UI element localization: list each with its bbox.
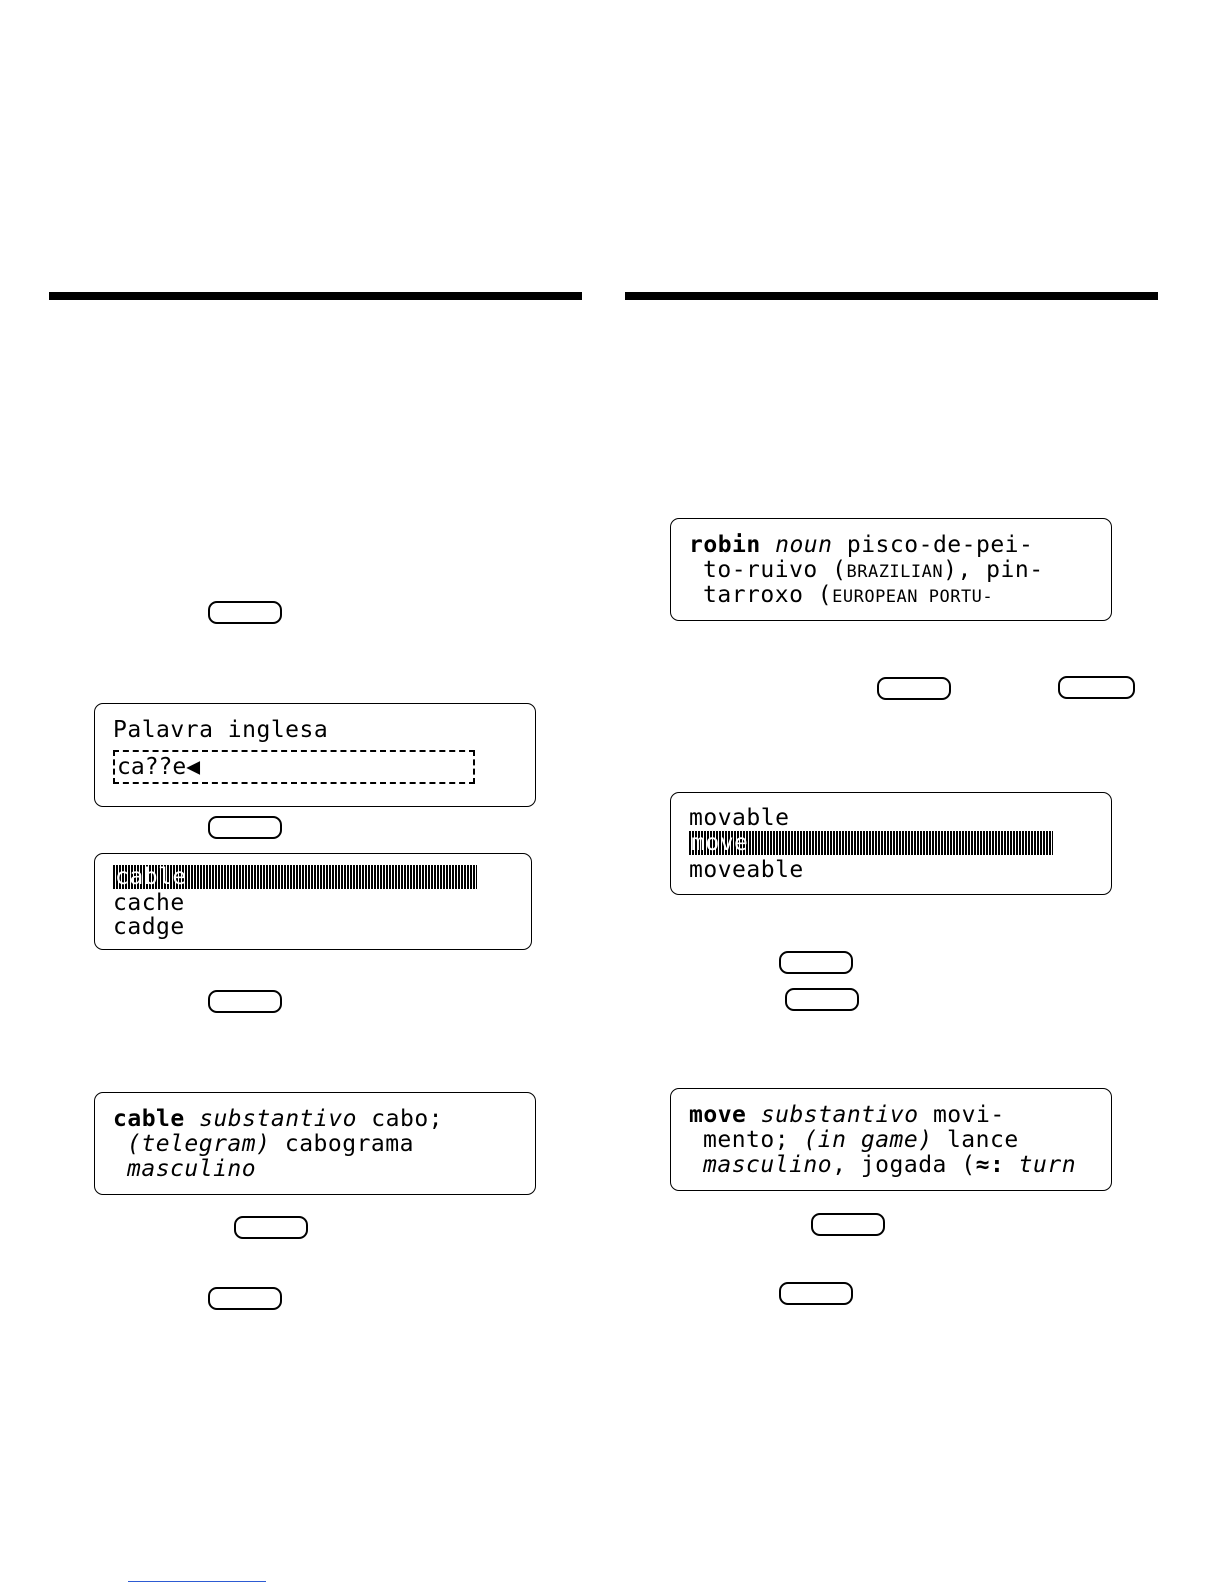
key-button-10[interactable]	[811, 1213, 885, 1236]
move-line-2	[703, 1127, 1019, 1153]
gloss: pisco-de-pei-	[846, 532, 1034, 558]
robin-line-3	[703, 582, 993, 610]
list-item-selected[interactable]: cable	[113, 865, 477, 891]
key-button-7[interactable]	[1058, 676, 1135, 699]
key-button-2[interactable]	[208, 816, 282, 839]
key-button-8[interactable]	[779, 951, 853, 974]
region-tag: EUROPEAN PORTU-	[832, 587, 994, 607]
gloss: , jogada (	[832, 1152, 976, 1178]
headword: robin	[689, 532, 761, 558]
context-label: (in game)	[803, 1127, 933, 1153]
move-line-1	[689, 1102, 1005, 1128]
key-button-6[interactable]	[877, 677, 951, 700]
robin-line-1	[689, 532, 1033, 558]
robin-line-2	[703, 557, 1044, 585]
region-tag: BRAZILIAN	[846, 562, 944, 582]
see-also-word: turn	[1018, 1152, 1077, 1178]
gloss: cabo;	[371, 1106, 444, 1132]
headword: move	[689, 1102, 747, 1128]
lcd-screen-list	[94, 853, 532, 950]
part-of-speech: substantivo	[199, 1106, 357, 1132]
lcd-screen-entry	[94, 703, 536, 807]
gloss: ), pin-	[943, 557, 1044, 583]
headword: cable	[113, 1106, 185, 1132]
entry-label: Palavra inglesa	[113, 717, 329, 743]
lcd-screen-move-list	[670, 792, 1112, 895]
page-footer-line	[128, 1581, 266, 1582]
definition-line-3	[127, 1156, 256, 1182]
key-button-11[interactable]	[779, 1282, 853, 1305]
gloss: to-ruivo (	[703, 557, 847, 583]
gloss: lance	[946, 1127, 1019, 1153]
part-of-speech: noun	[775, 532, 833, 558]
list-item[interactable]: moveable	[689, 857, 804, 883]
lcd-screen-robin	[670, 518, 1112, 621]
key-button-5[interactable]	[208, 1287, 282, 1310]
gloss: tarroxo (	[703, 582, 833, 608]
gender-label: masculino	[703, 1152, 833, 1178]
see-also-marker: ≈:	[975, 1152, 1005, 1178]
key-button-1[interactable]	[208, 601, 282, 624]
context-label: (telegram)	[127, 1131, 271, 1157]
gloss: mento;	[703, 1127, 790, 1153]
right-header-rule	[625, 292, 1158, 300]
key-button-4[interactable]	[234, 1216, 308, 1239]
move-line-3	[703, 1152, 1076, 1178]
gloss: cabograma	[284, 1131, 414, 1157]
key-button-3[interactable]	[208, 990, 282, 1013]
part-of-speech: substantivo	[760, 1102, 919, 1128]
key-button-9[interactable]	[785, 988, 859, 1011]
gloss: movi-	[932, 1102, 1005, 1128]
left-header-rule	[49, 292, 582, 300]
list-item[interactable]: movable	[689, 805, 790, 831]
entry-value: ca??e◀	[117, 754, 201, 780]
list-item[interactable]: cache	[113, 890, 185, 916]
lcd-screen-definition	[94, 1092, 536, 1195]
list-item[interactable]: cadge	[113, 914, 185, 940]
definition-line-1	[113, 1106, 443, 1132]
lcd-screen-move-definition	[670, 1088, 1112, 1191]
word-entry-field[interactable]	[113, 750, 475, 784]
gender-label: masculino	[127, 1156, 257, 1182]
list-item-selected[interactable]: move	[689, 831, 1053, 857]
definition-line-2	[127, 1131, 414, 1157]
